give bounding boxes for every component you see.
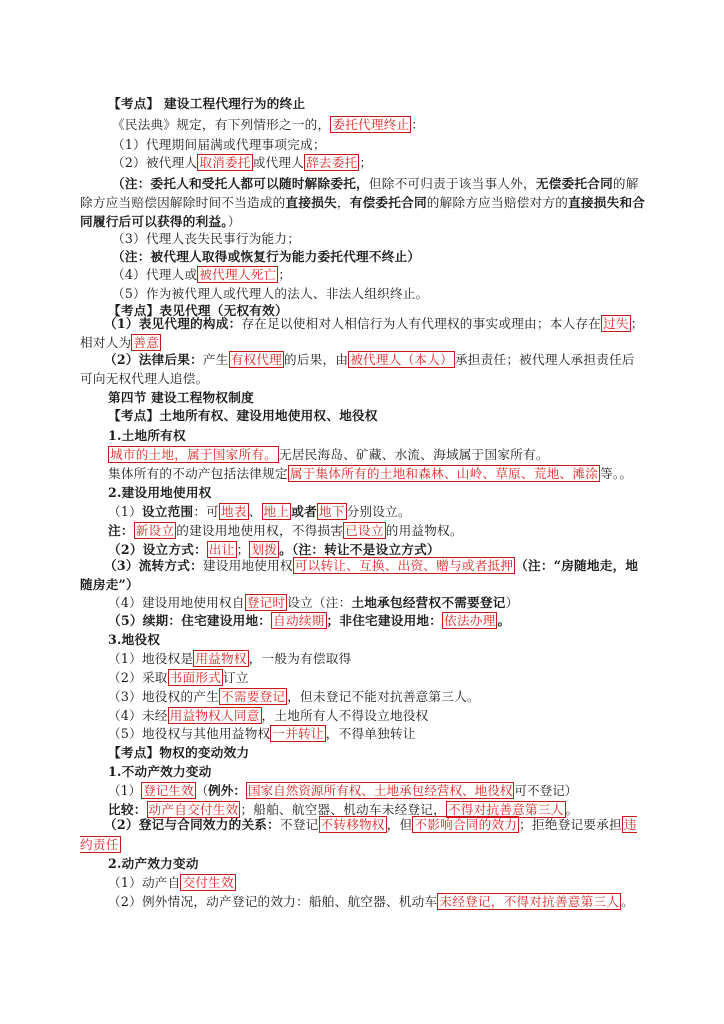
text-line: [108, 651, 674, 667]
text-run: 的建设用地使用权，不得损害: [176, 523, 344, 538]
text-run: 等。。: [600, 466, 633, 481]
highlight-box: 有权代理: [230, 352, 282, 367]
text-run: （2）采取: [108, 670, 168, 685]
text-run: 。: [621, 894, 635, 909]
text-line: [108, 613, 674, 629]
text-run: ：: [411, 117, 425, 132]
text-line: [108, 466, 674, 482]
text-line: [108, 447, 674, 463]
text-line: [108, 708, 674, 724]
text-run: 集体所有的不动产包括法律规定: [108, 466, 288, 481]
text-run: 直接损失和合同履行后可以获得的利益。: [80, 195, 646, 229]
subsection-title: 1.土地所有权: [108, 428, 186, 443]
highlight-box: 新设立: [135, 523, 175, 538]
text-run: （1）: [108, 504, 142, 519]
highlight-box: 城市的土地，属于国家所有。: [110, 447, 277, 462]
text-run: （注：“房随地走，地随房走”）: [80, 558, 639, 592]
highlight-box: 划拨: [251, 542, 278, 557]
text-run: 产生: [202, 352, 229, 367]
text-run: （5）续期：住宅建设用地：: [108, 613, 272, 628]
text-line: [108, 783, 674, 799]
text-run: 的解除方应当赔偿因解除时间不当造成的: [80, 176, 639, 210]
text-line: [112, 117, 678, 133]
text-run: 建设用地使用权: [202, 558, 293, 573]
text-run: ：可: [193, 504, 220, 519]
text-run: 的后果，由: [283, 352, 349, 367]
highlight-box: 可以转让、互换、出资、赠与或者抵押: [294, 558, 514, 573]
text-run: ，不得单独转让: [325, 726, 416, 741]
highlight-box: 过失: [603, 316, 629, 331]
text-run: （2）登记与合同效力的关系：: [104, 817, 280, 832]
highlight-box: 辞去委托: [306, 155, 358, 170]
highlight-box: 取消委托: [199, 155, 251, 170]
highlight-box: 被代理人（本人）: [350, 352, 453, 367]
highlight-box: 被代理人死亡: [199, 267, 277, 282]
text-run: 存在足以使相对人相信行为人有代理权的事实或理由；本人存在: [241, 316, 602, 331]
text-run: ；非住宅建设用地：: [326, 613, 443, 628]
text-run: ，土地所有人不得设立地役权: [261, 708, 429, 723]
highlight-box: 地表: [221, 504, 247, 519]
text-run: ；: [278, 267, 292, 282]
note-paragraph: [80, 174, 646, 231]
note-line: （注：被代理人取得或恢复行为能力委托代理不终止）: [112, 249, 421, 264]
highlight-box: 属于集体所有的土地和森林、山岭、草原、荒地、滩涂: [289, 466, 599, 481]
text-run: ）: [505, 595, 519, 610]
text-run: （注：委托人和受托人都可以随时解除委托，: [112, 176, 369, 191]
text-run: （5）地役权与其他用益物权: [108, 726, 271, 741]
text-run: （4）未经: [108, 708, 168, 723]
highlight-box: 不影响合同的效力: [414, 817, 518, 832]
highlight-box: 出让: [208, 542, 235, 557]
highlight-box: 动产自交付生效: [148, 802, 239, 817]
text-run: ；拒绝登记要承担: [519, 817, 622, 832]
text-run: 可不登记）: [514, 783, 578, 798]
text-run: 订立: [223, 670, 249, 685]
text-run: 有偿委托合同: [349, 195, 427, 210]
subsection-title: 1.不动产效力变动: [108, 764, 212, 779]
text-run: （4）代理人或: [112, 267, 198, 282]
text-run: ，一般为有偿取得: [248, 651, 352, 666]
text-run: （1）: [108, 783, 142, 798]
text-run: 无居民海岛、矿藏、水流、海域属于国家所有。: [278, 447, 549, 462]
highlight-box: 不转移物权: [320, 817, 385, 832]
text-run: ，但未登记不能对抗善意第三人。: [287, 689, 480, 704]
highlight-box: 已设立: [345, 523, 384, 538]
text-run: （3）地役权的产生: [108, 689, 220, 704]
paragraph: [80, 815, 646, 855]
text-line: （3）代理人丧失民事行为能力；: [112, 231, 301, 246]
text-run: 或代理人: [252, 155, 305, 170]
text-run: （: [195, 783, 209, 798]
text-run: ，: [336, 195, 350, 210]
text-run: （1）地役权是: [108, 651, 194, 666]
text-run: （3）流转方式：: [104, 558, 203, 573]
highlight-box: 依法办理: [444, 613, 496, 628]
text-run: （2）被代理人: [112, 155, 198, 170]
text-line: [80, 556, 646, 594]
text-line: [108, 689, 674, 705]
text-run: （4）建设用地使用权自: [108, 595, 245, 610]
text-run: 或者: [291, 504, 317, 519]
text-run: 设立（注：: [287, 595, 352, 610]
highlight-box: 书面形式: [169, 670, 222, 685]
text-line: [108, 595, 674, 611]
text-line: [112, 155, 678, 171]
text-line: [112, 267, 678, 283]
text-run: ；: [236, 542, 250, 557]
section-title-agency-termination: [108, 96, 674, 112]
text-run: ；: [359, 155, 373, 170]
highlight-box: 国家自然资源所有权、土地承包经营权、地役权: [247, 783, 513, 798]
highlight-box: 未经登记，不得对抗善意第三人: [439, 894, 620, 909]
text-run: 。: [497, 613, 511, 628]
text-run: （1）动产自: [108, 875, 181, 890]
text-line: [108, 504, 674, 520]
text-line: （1）代理期间届满或代理事项完成；: [112, 137, 326, 152]
text-run: 的解除方应当赔偿对方的: [426, 195, 569, 210]
chapter-heading: 第四节 建设工程物权制度: [108, 390, 254, 405]
text-run: 承担责任；被代理人承担责任后可向无权代理人追偿。: [80, 352, 635, 386]
text-line: [108, 670, 674, 686]
paragraph: [80, 314, 646, 352]
text-run: 《民法典》规定，有下列情形之一的，: [112, 117, 331, 132]
highlight-box: 违约责任: [80, 817, 637, 852]
section-title-land-rights: 【考点】土地所有权、建设用地使用权、地役权: [108, 408, 378, 423]
section-title-property-effect: 【考点】物权的变动效力: [108, 745, 250, 760]
text-run: 。: [565, 802, 579, 817]
text-run: 、: [248, 504, 262, 519]
highlight-box: 用益物权人同意: [169, 708, 260, 723]
highlight-box: 善意: [133, 335, 160, 350]
text-run: （2）法律后果：: [104, 352, 203, 367]
text-run: 例外：: [208, 783, 246, 798]
text-run: 土地承包经营权不需要登记: [351, 595, 506, 610]
highlight-box: 自动续期: [273, 613, 325, 628]
highlight-box: 交付生效: [182, 875, 234, 890]
paragraph: [80, 350, 646, 388]
text-run: 不登记: [279, 817, 319, 832]
text-run: （2）设立方式：: [108, 542, 207, 557]
highlight-box: 不需要登记: [221, 689, 286, 704]
text-run: （1）表见代理的构成：: [104, 316, 242, 331]
section-title-apparent-agency: 【考点】表见代理（无权有效）: [108, 303, 288, 318]
text-run: 比较：: [108, 802, 147, 817]
text-line: （5）作为被代理人或代理人的法人、非法人组织终止。: [112, 286, 429, 301]
text-run: ；船舶、航空器、机动车未经登记，: [240, 802, 446, 817]
text-run: ）: [227, 214, 241, 229]
subsection-title: 3.地役权: [108, 632, 161, 647]
text-run: 。（注：转让不是设立方式）: [279, 542, 440, 557]
highlight-box: 登记生效: [143, 783, 194, 798]
text-run: 但除不可归责于该当事人外，: [368, 176, 536, 191]
subsection-title: 2.建设用地使用权: [108, 485, 212, 500]
highlight-box: 地下: [318, 504, 345, 519]
highlight-box: 委托代理终止: [332, 117, 410, 132]
text-line: [108, 875, 674, 891]
text-run: 无偿委托合同: [535, 176, 613, 191]
highlight-box: 一并转让: [272, 726, 324, 741]
text-line: [108, 523, 674, 539]
text-run: 分别设立。: [346, 504, 411, 519]
text-run: 设立范围: [141, 504, 194, 519]
text-run: 直接损失: [285, 195, 337, 210]
text-run: ，但: [386, 817, 413, 832]
highlight-box: 不得对抗善意第三人: [447, 802, 564, 817]
text-run: 【考点】 建设工程代理行为的终止: [108, 96, 306, 111]
highlight-box: 用益物权: [195, 651, 247, 666]
text-run: （2）例外情况，动产登记的效力：船舶、航空器、机动车: [108, 894, 438, 909]
highlight-box: 登记时: [246, 595, 286, 610]
text-run: 的用益物权。: [385, 523, 463, 538]
highlight-box: 地上: [263, 504, 290, 519]
text-line: [108, 894, 674, 910]
text-run: 注：: [108, 523, 134, 538]
text-line: [108, 726, 674, 742]
text-run: ；相对人为: [80, 316, 644, 350]
subsection-title: 2.动产效力变动: [108, 856, 199, 871]
